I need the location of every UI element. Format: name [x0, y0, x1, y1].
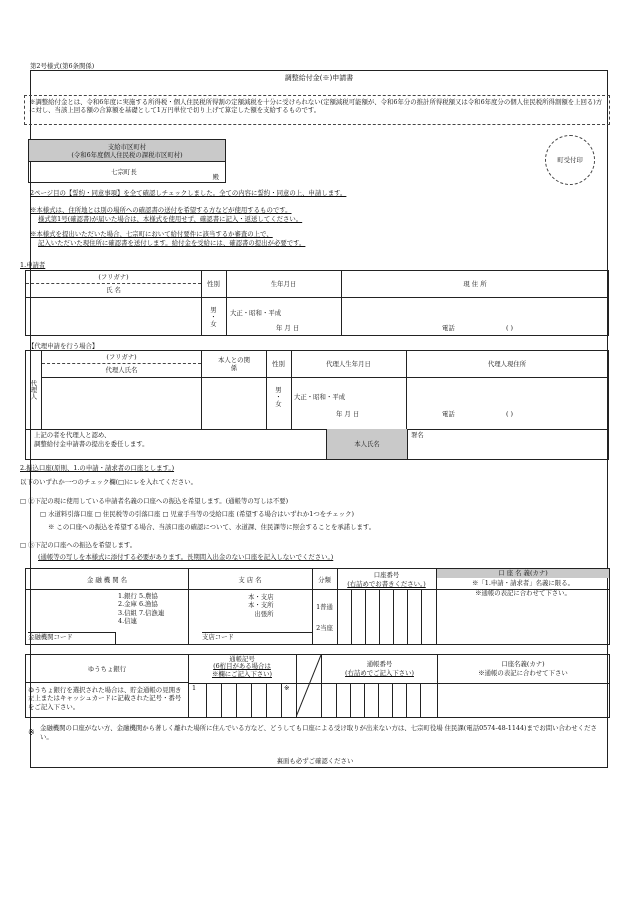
municipality-box: [28, 139, 226, 183]
stamp-label: 町受付印: [557, 156, 583, 164]
proxy-side-label: 代理人: [26, 351, 42, 429]
proxy-era[interactable]: 大正・昭和・平成: [294, 393, 346, 401]
branch-main: 本・支店: [248, 593, 274, 601]
proxy-sex-label: 性別: [272, 360, 285, 368]
proxy-dob-label: 代理人生年月日: [326, 360, 371, 368]
symbol-sixth-digit: ※: [281, 684, 296, 717]
section1-title: 1.申請者: [20, 261, 46, 269]
yucho-number-label: 通帳番号: [366, 660, 393, 668]
symbol-note-1: (6桁目がある場合は: [213, 662, 271, 671]
proxy-table: [25, 350, 609, 460]
bank-name-header: 金 融 機 関 名: [86, 576, 128, 584]
proxy-address-label: 代理人現住所: [487, 360, 527, 368]
proxy-title: 【代理申請を行う場合】: [28, 342, 99, 350]
yucho-holder-note: ※通帳の表記に合わせて下さい: [478, 669, 568, 677]
type-fish: 6.漁協: [138, 600, 158, 609]
honorific: 殿: [212, 173, 219, 181]
branch-types[interactable]: [248, 593, 274, 618]
sex-choice[interactable]: [201, 307, 226, 328]
yucho-name: ゆうちょ銀行: [26, 655, 188, 683]
muni-label-sub: (令和6年度個人住民税の課税市区町村): [71, 150, 183, 159]
delegation-2: 調整給付金申請書の提出を委任します。: [34, 440, 149, 448]
male: 男: [210, 306, 217, 314]
proxy-phone-input[interactable]: ( ): [506, 410, 514, 418]
back-side-note: 裏面も必ずご確認ください: [276, 757, 354, 765]
female: 女: [210, 320, 217, 329]
form-title: 調整給付金(※)申請書: [284, 74, 354, 82]
town-head: 七宗町長: [111, 168, 137, 176]
type-shinkumi: 3.信組: [118, 608, 137, 617]
section2-sub: 以下のいずれか一つのチェック欄(□)にレを入れてください。: [20, 478, 197, 486]
proxy-sex-choice[interactable]: [266, 387, 291, 408]
slash-divider: [296, 655, 321, 717]
consent-text: 2ページ目の【誓約・同意事項】を全て確認しチェックしました。全ての内容に誓約・同意の上、申請します。: [30, 189, 347, 197]
female: 女: [275, 400, 282, 409]
yucho-symbol-cells[interactable]: [189, 684, 296, 717]
note-text: ※調整給付金とは、令和6年度に実施する所得税・個人住民税所得割の定額減税を十分に受けられない(定額減税可能額が、令和6年分の推計所得税額又は令和6年度分の個人住民税所得割額を上回る)方に対し、当該上回る額の合算額を基礎として1万円単位で切り上げて算定した額を支給するものです。: [29, 98, 603, 114]
option-other-account[interactable]: □ ③下記の口座への振込を希望します。: [20, 541, 137, 549]
proxy-name-label: 代理人氏名: [105, 366, 138, 374]
note-2: 様式第1号(確認書)が届いた場合は、本様式を使用せず、確認書に記入・返送してください。: [38, 215, 303, 223]
dob-label: 生年月日: [270, 280, 297, 288]
type-shingyoren: 7.信漁連: [138, 608, 165, 617]
yucho-number-note: (右詰めでご記入下さい): [345, 669, 414, 677]
municipality-header: [29, 140, 225, 162]
branch-code-field[interactable]: [202, 632, 312, 641]
account-number-note: (右詰めでお書きください。): [347, 580, 426, 588]
sex-dot: ・: [210, 313, 217, 322]
sex-label: 性別: [207, 280, 220, 288]
branch-outpost: 出張所: [254, 609, 274, 618]
account-number-cells[interactable]: [337, 589, 436, 644]
phone-label: 電話: [442, 324, 455, 332]
yucho-holder-label: 口座名義(カナ): [501, 660, 545, 668]
applicant-table: [25, 270, 609, 336]
note-4: 記入いただいた現住所に確認書を送付します。給付金を受給には、確認書の提出が必要です。: [38, 239, 306, 247]
option-consent: ※ この口座への振込を希望する場合、当該口座の確認について、水道課、住民課等に照会することを承諾します。: [48, 523, 376, 531]
proxy-furigana: (フリガナ): [106, 353, 137, 361]
footnote-mark: ※: [28, 728, 35, 737]
branch-office: 本・支所: [248, 601, 274, 610]
option-sub-accounts[interactable]: □ 水道料引落口座 □ 住民税等の引落口座 □ 児童手当等の受給口座 (希望する場合はいずれか1つをチェック): [40, 510, 354, 518]
consent-check[interactable]: [30, 189, 346, 197]
yucho-number-cells[interactable]: [322, 684, 437, 717]
proxy-phone-label: 電話: [442, 410, 455, 418]
furigana-label: (フリガナ): [98, 273, 129, 281]
yucho-description: ゆうちょ銀行を選択された場合は、貯金通帳の見開き左上またはキャッシュカードに記載された記号・番号をご記入下さい。: [28, 686, 182, 711]
class-header: 分類: [318, 576, 331, 584]
proxy-ymd: 年 月 日: [336, 410, 360, 418]
note-box: [24, 95, 610, 125]
phone-input[interactable]: ( ): [506, 324, 514, 332]
note-3: ※本様式を提出いただいた場合、七宗町において給付要件に該当するか審査の上で、: [30, 230, 273, 238]
name-label: 氏 名: [106, 286, 121, 294]
footnote: 金融機関の口座がない方、金融機関から著しく離れた場所に住んでいる方など、どうしても口座による受け取りが出来ない方は、七宗町役場 住民課(電話0574-48-1144)までお問い合わせください。: [40, 724, 597, 741]
male: 男: [275, 386, 282, 394]
yucho-symbol-header: [188, 656, 296, 678]
branch-code-label: 支店コード: [202, 633, 234, 641]
delegation-1: 上記の者を代理人と認め、: [34, 431, 111, 439]
branch-header: 支 店 名: [238, 576, 262, 584]
bank-code-label: 金融機関コード: [28, 633, 73, 641]
holder-header: 口 座 名 義(カナ): [437, 569, 609, 578]
type-bank: 1.銀行: [118, 592, 137, 600]
holder-note-2: ※通帳の表記に合わせて下さい。: [475, 589, 571, 597]
bank-table: [25, 568, 610, 645]
symbol-note-2: ※欄にご記入下さい): [211, 669, 272, 678]
class-ordinary[interactable]: 1普通: [316, 603, 333, 611]
signature-label: 署名: [411, 431, 424, 439]
reception-stamp: [545, 135, 595, 185]
account-number-header: 口座番号: [373, 571, 400, 579]
symbol-label: 通帳記号: [229, 655, 255, 663]
dob-ymd: 年 月 日: [276, 324, 300, 332]
note-1: ※本様式は、住所地とは別の場所への確認書の送付を希望する方などが使用するものです。: [30, 206, 292, 214]
relationship-label: 本人との関係: [218, 356, 250, 372]
era-options[interactable]: 大正・昭和・平成: [230, 309, 282, 317]
symbol-fixed-digit: 1: [192, 684, 197, 692]
institution-types[interactable]: [118, 592, 164, 625]
option-current-account[interactable]: □ ②下記の現に使用している申請者名義の口座への振込を希望します。(通帳等の写しは不要): [20, 497, 289, 505]
option-other-note: (通帳等の写しを本様式に添付する必要があります。長期間入出金のない口座を記入しないでください。): [38, 553, 334, 561]
type-kinko: 2.金庫: [118, 600, 137, 609]
holder-note-1: ※「1.申請・請求者」名義に限る。: [472, 579, 574, 587]
address-label: 現 住 所: [463, 280, 487, 288]
type-agri: 5.農協: [138, 592, 158, 600]
muni-label: 支給市区町村: [107, 142, 147, 151]
yucho-table: [25, 654, 610, 718]
bank-code-field[interactable]: [28, 632, 116, 644]
class-current[interactable]: 2当座: [316, 624, 333, 632]
sex-dot: ・: [275, 393, 282, 402]
type-shinren: 4.信連: [118, 616, 137, 625]
section2-title: 2.振込口座(原則、1.の申請・請求者の口座とします。): [20, 464, 175, 472]
form-number: 第2号様式(第6条関係): [30, 62, 95, 70]
principal-name-label: 本人氏名: [326, 429, 408, 459]
yucho-holder-input[interactable]: [437, 684, 609, 717]
applicant-name-input[interactable]: [26, 298, 201, 335]
